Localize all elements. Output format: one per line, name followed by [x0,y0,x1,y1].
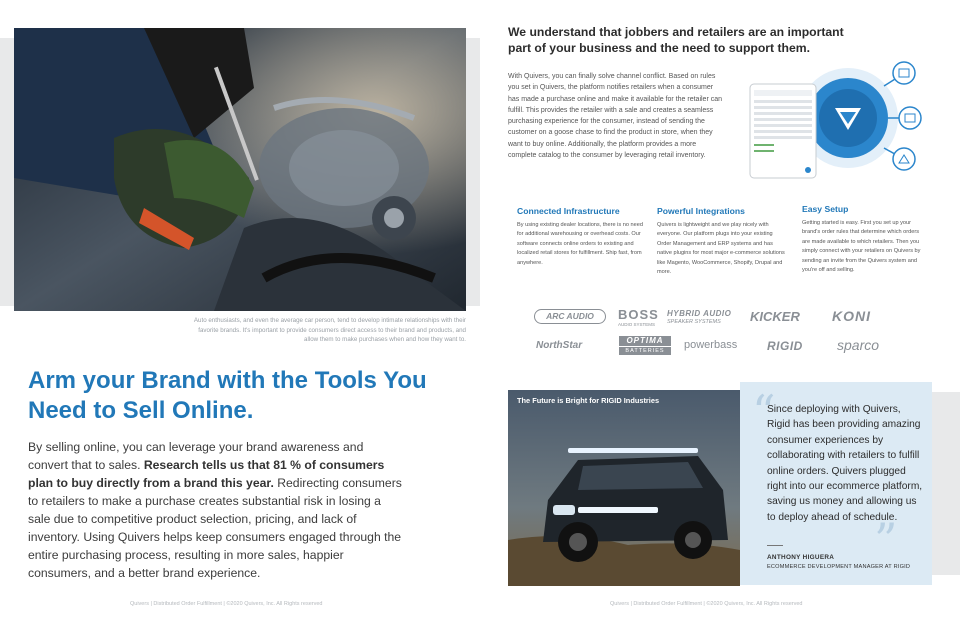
body-rest: Redirecting consumers to retailers to make a purchase creates substantial risk in losing a sale due to competitive product selection, pricing, and lack of inventory. Using Quivers helps keep consumers engaged through the entire purchasing process, resulting in more sales, happier consumers, and a better brand experience. [28,476,402,580]
logo-optima-sub: BATTERIES [619,347,671,355]
feature-title: Powerful Integrations [657,206,745,216]
logo-boss: BOSS [618,307,659,322]
logo-northstar: NorthStar [536,340,583,351]
node-icon-top [893,62,915,84]
node-icon-bottom [893,148,915,170]
footer-right: Quivers | Distributed Order Fulfillment | ©2020 Quivers, Inc. All Rights reserved [610,601,803,607]
logo-hybrid-sub: SPEAKER SYSTEMS [667,319,721,325]
logo-koni: KONI [832,308,871,324]
photo-caption: Auto enthusiasts, and even the average car person, tend to develop intimate relationships with their favorite brands. It's important to provide consumers direct access to their brand and products, and allow them to make purchases when and how they want to. [193,317,466,343]
decorative-band-left [0,38,14,306]
body-intro: By selling online, you can leverage your brand awareness and convert that to sales. [28,440,364,472]
right-page-heading: We understand that jobbers and retailers are an important part of your business and the need to support them. [508,25,844,55]
brand-logos [534,307,914,359]
footer-left: Quivers | Distributed Order Fulfillment | ©2020 Quivers, Inc. All Rights reserved [130,601,323,607]
feature-text: Getting started is easy. First you set up your brand's order rules that determine which orders are made available to which retailers. Then you simply connect with your retailers on Quivers by sending an invite from the Quivers system and you're off and selling. [802,220,921,274]
right-page-intro: With Quivers, you can finally solve channel conflict. Based on rules you set in Quivers, the platform notifies retailers when a consumer has made a purchase online and make it available for the retailer can fulfill. This provides the retailer with a sale and creates a seamless purchasing experience for the consumer, instead of sending the customer on a goose chase to find the product in store, when they want to buy online. Additionally, the platform provides a more complete catalog to the consumer by leveraging retail inventory. [508,73,723,160]
rigid-truck-photo [508,390,740,586]
body-paragraph [28,438,403,582]
body-highlight: Research tells us that 81 % of consumers plan to buy directly from a brand this year. [28,458,385,490]
testimonial-side-band [932,392,960,575]
decorative-band-right [466,38,480,306]
logo-optima: OPTIMA [619,336,671,346]
logo-hybrid-audio: HYBRID AUDIO [667,309,732,318]
logo-kicker: KICKER [750,309,800,324]
page-headline: Arm your Brand with the Tools You Need to Sell Online. [28,367,427,424]
testimonial-author-role: ECOMMERCE DEVELOPMENT MANAGER AT RIGID [767,564,911,570]
node-icon-mid [899,107,921,129]
testimonial-author: ANTHONY HIGUERA [767,554,835,561]
logo-sparco: sparco [837,337,880,353]
truck-photo-title: The Future is Bright for RIGID Industries [517,396,660,405]
open-quote-icon: “ [752,385,776,439]
feature-text: Quivers is lightweight and we play nicely with everyone. Our platform plugs into your existing Order Management and ERP systems and has native plugins for most major e-commerce solutions like Magento, WooCommerce, Shopify, Drupal and more. [657,222,785,276]
feature-connected-infrastructure [517,206,647,268]
feature-easy-setup [802,204,928,275]
feature-powerful-integrations [657,206,787,277]
logo-powerbass: powerbass [684,339,738,351]
close-quote-icon: ” [874,513,898,567]
platform-illustration [748,60,924,182]
logo-boss-sub: AUDIO SYSTEMS [618,322,656,327]
testimonial-divider [767,545,783,546]
logo-rigid: RIGID [767,339,803,353]
feature-text: By using existing dealer locations, there is no need for additional warehousing or overhead costs. Our software connects online orders to existing and localized retail stores for fulfillment. Ship fast, from anywhere. [517,222,643,266]
testimonial-quote: Since deploying with Quivers, Rigid has been providing amazing consumer experiences by collaborating with retailers to fulfill online orders. Quivers plugged right into our ecommerce platform, saving us money and allowing us to deploy ahead of schedule. [767,404,923,523]
logo-arc-audio: ARC AUDIO [534,309,606,324]
feature-title: Easy Setup [802,204,849,214]
mechanic-engine-photo [14,28,466,311]
feature-title: Connected Infrastructure [517,206,620,216]
